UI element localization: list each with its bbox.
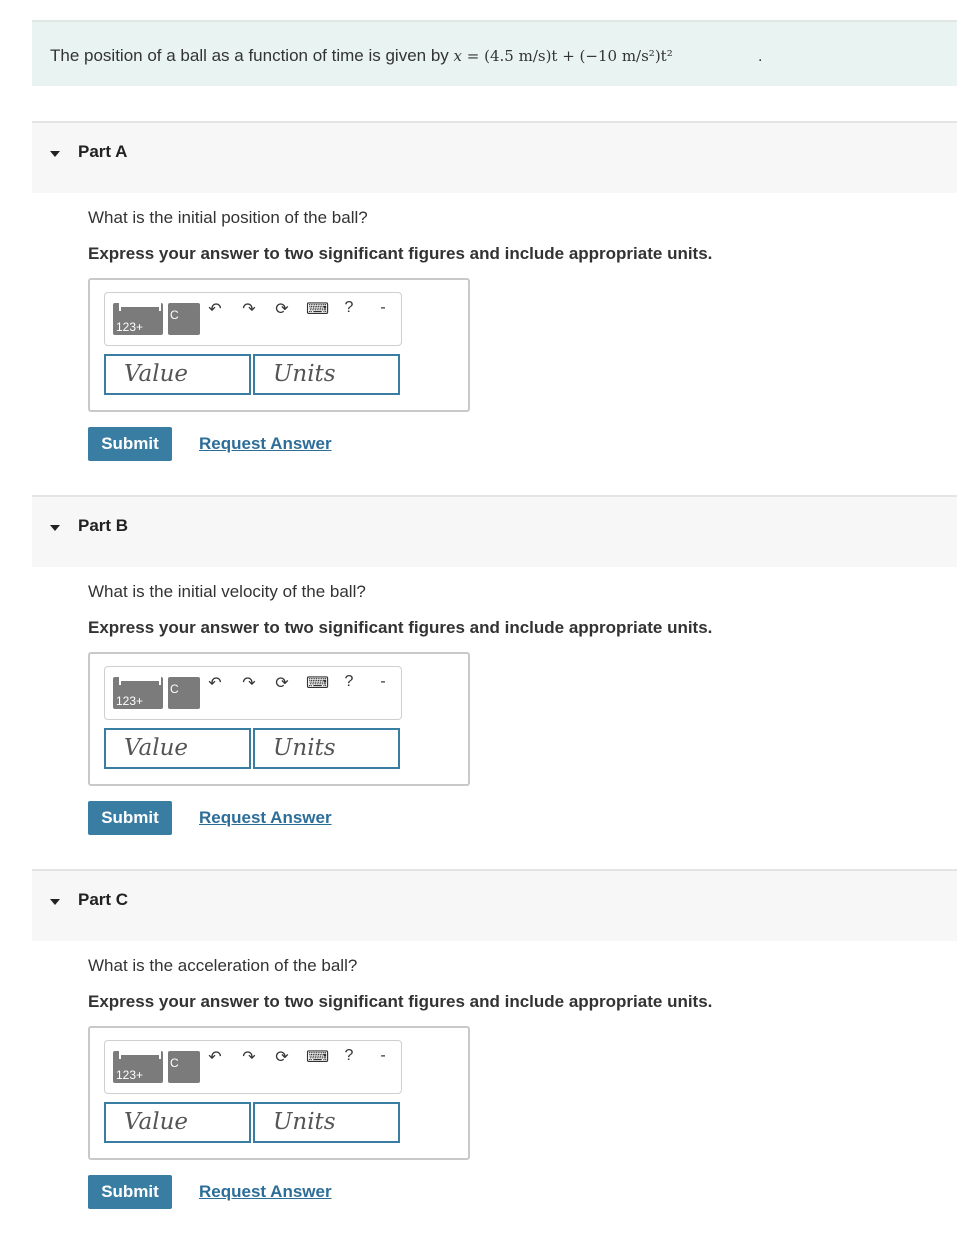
templates-label: 123+ — [116, 320, 144, 334]
part-c-header[interactable] — [32, 869, 957, 941]
units-input[interactable] — [253, 354, 400, 395]
part-b-label: Part B — [78, 516, 129, 535]
math-toolbar — [104, 1040, 402, 1094]
formula-variable: x — [453, 47, 462, 65]
problem-statement — [32, 20, 957, 86]
caret-down-icon[interactable] — [50, 525, 60, 531]
part-a-header[interactable] — [32, 121, 957, 193]
part-b-answer-box — [88, 652, 470, 786]
minus-icon: - — [380, 1047, 386, 1064]
units-input[interactable] — [253, 728, 400, 769]
keyboard-icon[interactable]: ⌨ — [306, 675, 330, 692]
caret-down-icon[interactable] — [50, 151, 60, 157]
minus-icon: - — [380, 299, 386, 316]
part-a-request-answer-link[interactable]: Request Answer — [199, 434, 332, 453]
symbols-label: C — [170, 308, 179, 322]
help-icon[interactable]: ? — [344, 1047, 354, 1064]
templates-label: 123+ — [116, 1068, 144, 1082]
undo-icon[interactable]: ↶ — [208, 1049, 222, 1066]
formula-equals: = — [466, 47, 480, 65]
reset-icon[interactable]: ⟳ — [275, 1049, 289, 1066]
symbols-label: C — [170, 1056, 179, 1070]
value-placeholder: Value — [124, 735, 188, 761]
part-b-request-answer-link[interactable]: Request Answer — [199, 808, 332, 827]
math-toolbar — [104, 292, 402, 346]
templates-button[interactable] — [113, 303, 163, 335]
redo-icon[interactable]: ↷ — [242, 1049, 256, 1066]
part-c-question: What is the acceleration of the ball? — [88, 956, 358, 975]
part-b-question: What is the initial velocity of the ball? — [88, 582, 366, 601]
problem-formula — [454, 47, 673, 65]
help-icon[interactable]: ? — [344, 673, 354, 690]
templates-button[interactable] — [113, 1051, 163, 1083]
keyboard-icon[interactable]: ⌨ — [306, 1049, 330, 1066]
problem-lead: The position of a ball as a function of time is given by — [50, 46, 449, 65]
templates-button[interactable] — [113, 677, 163, 709]
symbols-button[interactable] — [168, 303, 200, 335]
value-input[interactable] — [104, 1102, 251, 1143]
part-c-label: Part C — [78, 890, 129, 909]
part-b-instruction: Express your answer to two significant figures and include appropriate units. — [88, 618, 713, 637]
part-a-instruction: Express your answer to two significant figures and include appropriate units. — [88, 244, 713, 263]
units-placeholder: Units — [273, 735, 336, 761]
part-b-header[interactable] — [32, 495, 957, 567]
value-placeholder: Value — [124, 1109, 188, 1135]
problem-text — [50, 46, 673, 66]
redo-icon[interactable]: ↷ — [242, 675, 256, 692]
part-c-submit-button[interactable]: Submit — [88, 1175, 172, 1209]
part-a-label: Part A — [78, 142, 128, 161]
formula-expression: (4.5 m/s)t + (−10 m/s²)t² — [484, 47, 673, 65]
symbols-button[interactable] — [168, 1051, 200, 1083]
reset-icon[interactable]: ⟳ — [275, 301, 289, 318]
symbols-button[interactable] — [168, 677, 200, 709]
value-input[interactable] — [104, 354, 251, 395]
value-input[interactable] — [104, 728, 251, 769]
undo-icon[interactable]: ↶ — [208, 301, 222, 318]
undo-icon[interactable]: ↶ — [208, 675, 222, 692]
part-a-submit-button[interactable]: Submit — [88, 427, 172, 461]
part-c-instruction: Express your answer to two significant figures and include appropriate units. — [88, 992, 713, 1011]
templates-label: 123+ — [116, 694, 144, 708]
keyboard-icon[interactable]: ⌨ — [306, 301, 330, 318]
part-a-question: What is the initial position of the ball? — [88, 208, 368, 227]
units-input[interactable] — [253, 1102, 400, 1143]
value-placeholder: Value — [124, 361, 188, 387]
part-c-answer-box — [88, 1026, 470, 1160]
redo-icon[interactable]: ↷ — [242, 301, 256, 318]
part-c-request-answer-link[interactable]: Request Answer — [199, 1182, 332, 1201]
minus-icon: - — [380, 673, 386, 690]
math-toolbar — [104, 666, 402, 720]
problem-trailing-dot: . — [758, 48, 763, 65]
caret-down-icon[interactable] — [50, 899, 60, 905]
units-placeholder: Units — [273, 1109, 336, 1135]
units-placeholder: Units — [273, 361, 336, 387]
symbols-label: C — [170, 682, 179, 696]
help-icon[interactable]: ? — [344, 299, 354, 316]
reset-icon[interactable]: ⟳ — [275, 675, 289, 692]
part-a-answer-box — [88, 278, 470, 412]
part-b-submit-button[interactable]: Submit — [88, 801, 172, 835]
